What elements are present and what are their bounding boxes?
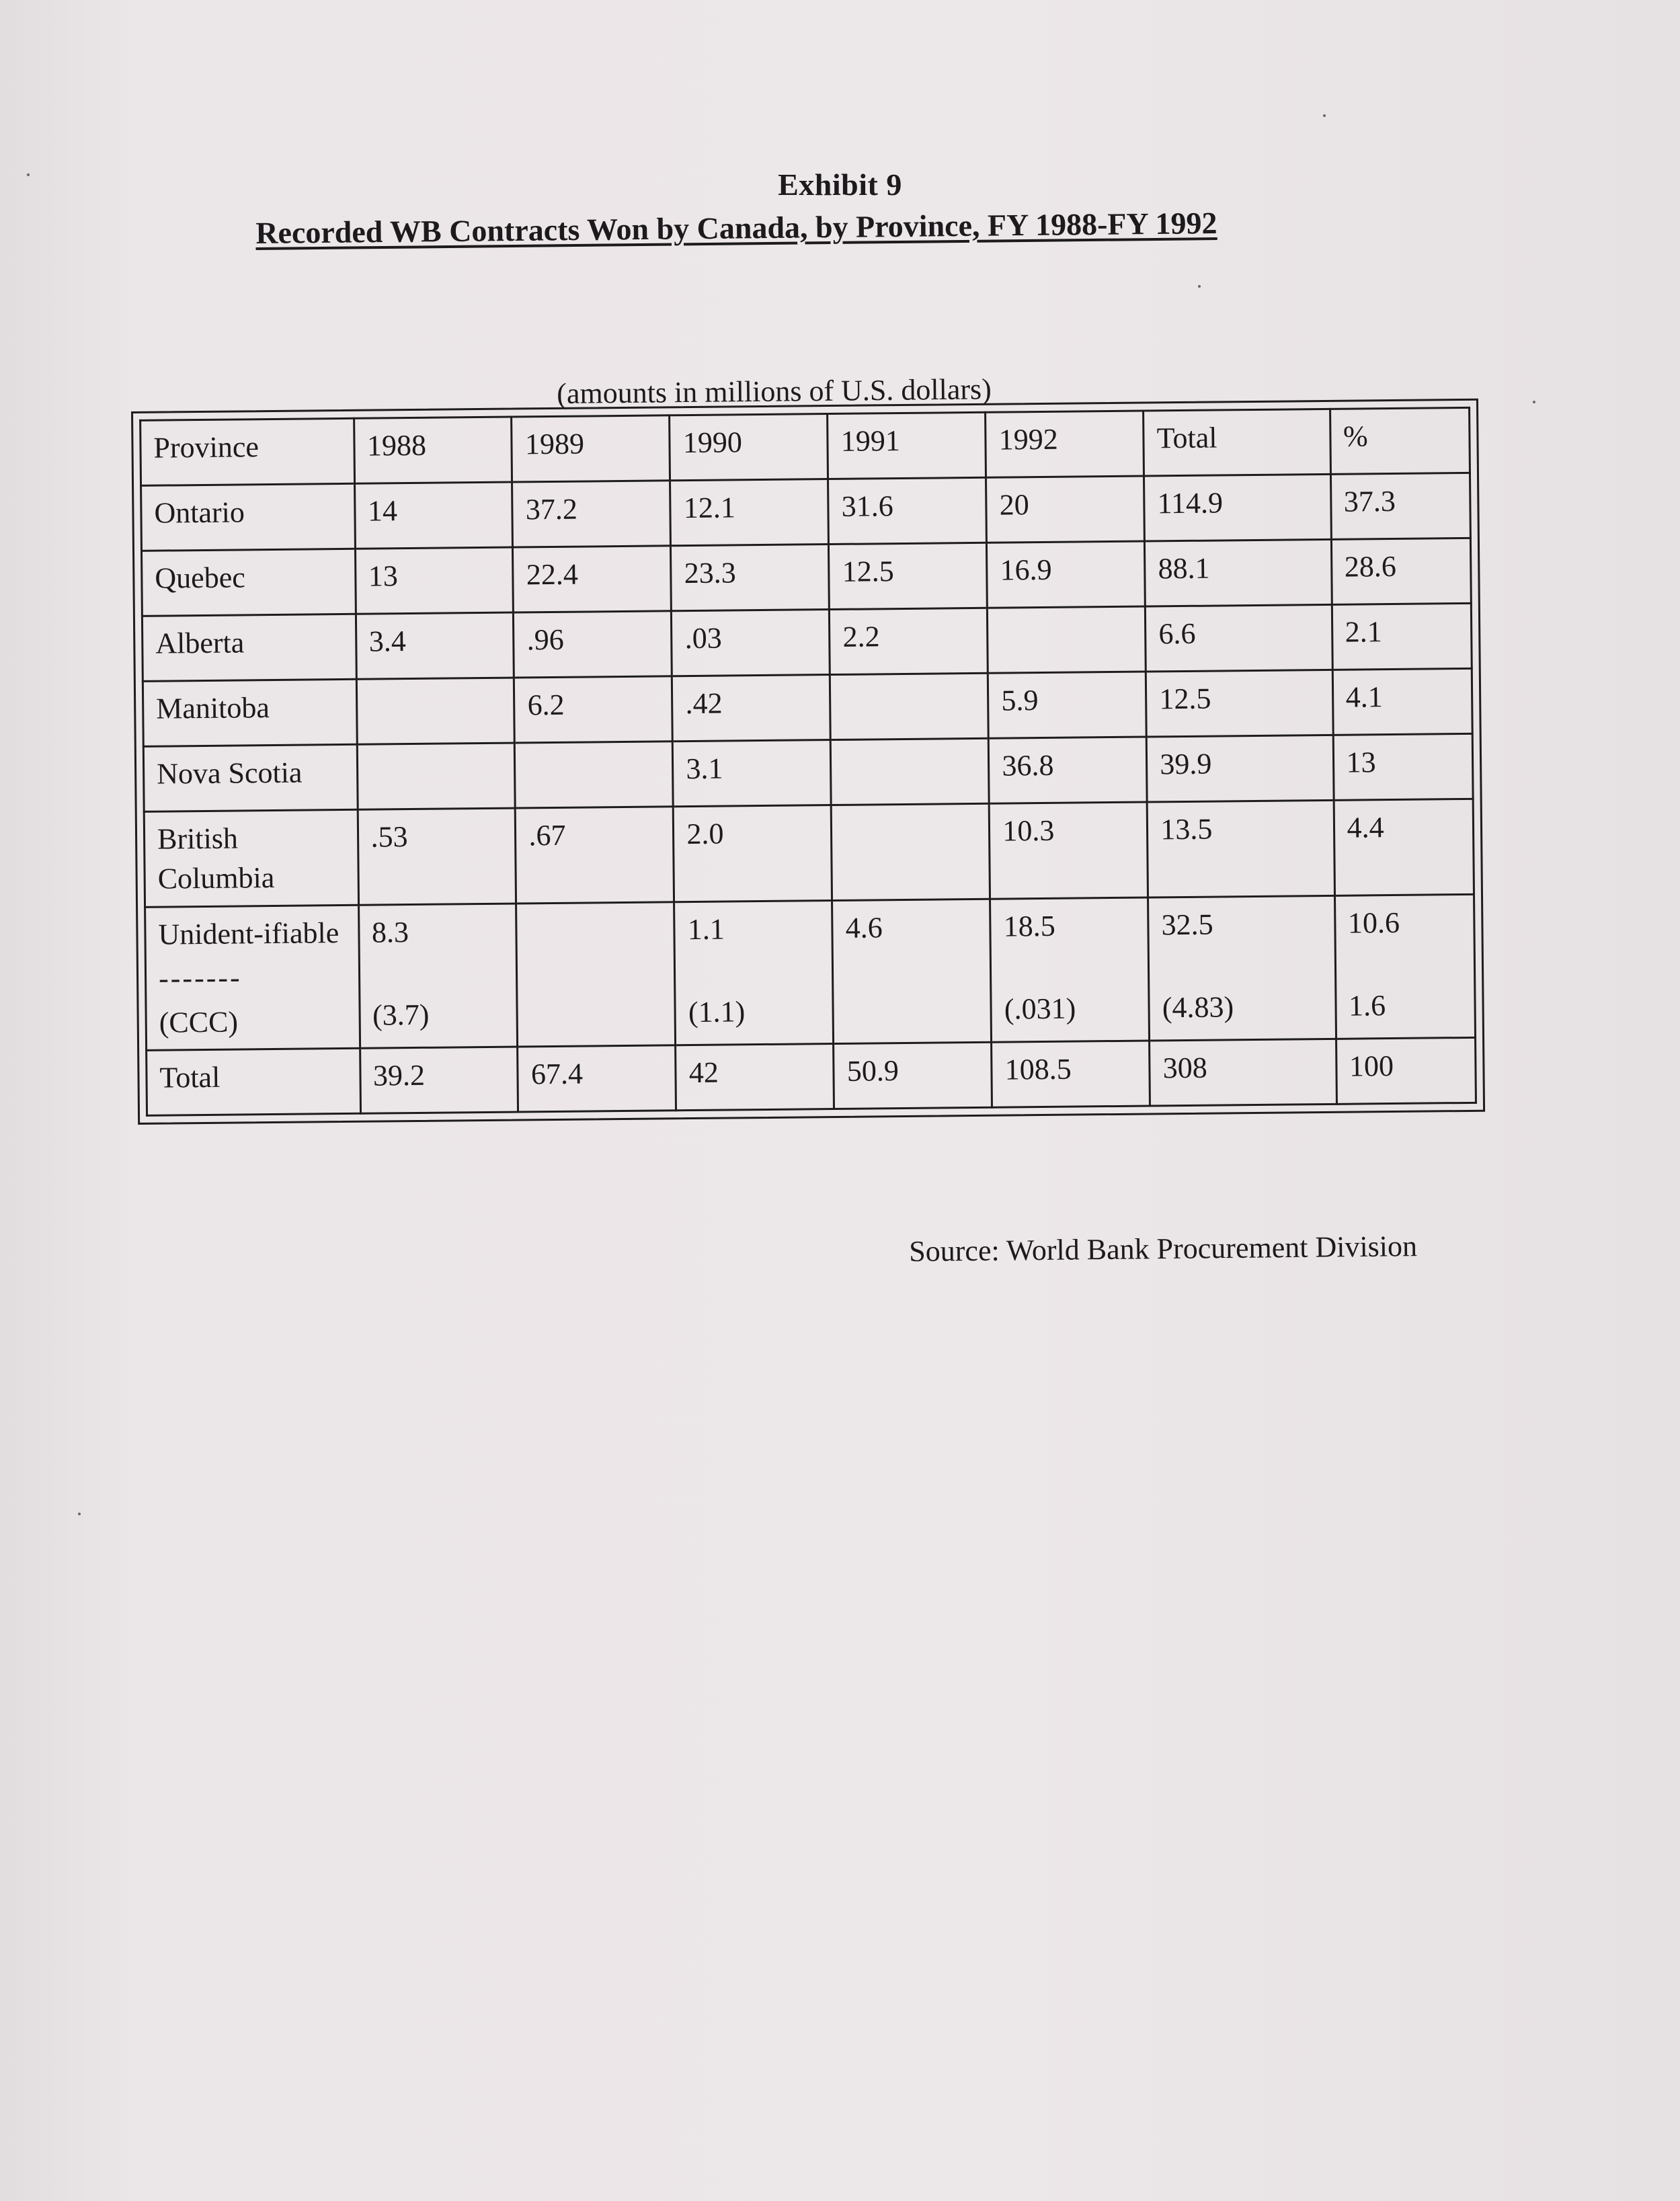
total-cell: 308: [1150, 1039, 1336, 1106]
table-row-unidentifiable: [145, 894, 1476, 1050]
province-cell: [145, 905, 360, 1050]
percent-cell: [1334, 894, 1475, 1039]
value-cell: 22.4: [513, 546, 672, 612]
separator-dashes: -------: [158, 961, 242, 995]
value-cell: [832, 803, 990, 900]
header-cell: 1992: [986, 411, 1144, 477]
unidentifiable-value: 32.5: [1161, 908, 1213, 942]
value-cell: 3.1: [673, 740, 832, 807]
table-row: [141, 538, 1471, 616]
contracts-table-frame: [131, 399, 1485, 1125]
value-cell: .96: [514, 611, 672, 678]
table-row: [143, 733, 1473, 811]
total-cell: 12.5: [1146, 670, 1333, 737]
province-cell: British Columbia: [144, 809, 358, 907]
ccc-label: (CCC): [159, 1005, 239, 1039]
header-cell: 1990: [670, 414, 828, 481]
province-cell: Quebec: [141, 549, 355, 616]
value-cell: 36.8: [989, 737, 1148, 803]
value-cell: 13: [355, 547, 514, 614]
total-cell: 114.9: [1144, 474, 1331, 541]
unidentifiable-value: 4.6: [845, 911, 883, 945]
province-cell: Nova Scotia: [143, 744, 357, 811]
table-row: [142, 603, 1472, 681]
value-cell: [990, 897, 1150, 1042]
value-cell: .53: [358, 808, 516, 905]
table-row: [143, 668, 1472, 746]
total-cell: 88.1: [1145, 539, 1332, 606]
value-cell: 3.4: [356, 612, 514, 679]
exhibit-title: Exhibit 9: [778, 167, 902, 202]
value-cell: [516, 902, 676, 1047]
value-cell: [831, 738, 990, 805]
ccc-value: (4.83): [1162, 990, 1234, 1025]
value-cell: 12.5: [829, 543, 988, 609]
value-cell: 20: [986, 476, 1145, 543]
province-cell: Alberta: [142, 614, 356, 681]
ccc-value: [530, 953, 662, 954]
value-cell: [988, 606, 1146, 673]
value-cell: 5.9: [988, 672, 1147, 738]
percent-cell: 4.4: [1334, 799, 1474, 895]
total-cell: [1148, 895, 1336, 1041]
value-cell: 12.1: [670, 479, 829, 546]
value-cell: .42: [672, 675, 831, 742]
province-cell: Manitoba: [143, 679, 356, 746]
value-cell: [832, 899, 992, 1043]
header-cell: 1991: [828, 412, 986, 479]
total-cell: 6.6: [1146, 604, 1332, 672]
value-cell: 31.6: [828, 477, 987, 544]
percent-cell: 13: [1333, 733, 1473, 800]
value-cell: 16.9: [987, 541, 1146, 608]
paper-speck: [1198, 285, 1201, 288]
percent-cell: 100: [1336, 1037, 1476, 1104]
value-cell: 14: [354, 482, 513, 549]
header-cell: 1988: [354, 417, 512, 483]
source-note: Source: World Bank Procurement Division: [909, 1230, 1418, 1268]
value-cell: .67: [516, 807, 674, 904]
value-cell: 6.2: [514, 676, 673, 743]
value-cell: [357, 743, 516, 809]
value-cell: 37.2: [512, 481, 671, 547]
exhibit-subtitle: Recorded WB Contracts Won by Canada, by Province, FY 1988-FY 1992: [255, 206, 1217, 250]
unidentifiable-value: 18.5: [1003, 909, 1055, 943]
paper-speck: [27, 173, 30, 176]
ccc-value: (1.1): [688, 995, 746, 1029]
header-cell: Total: [1144, 409, 1330, 476]
percent-cell: 4.1: [1332, 668, 1472, 735]
units-note: (amounts in millions of U.S. dollars): [557, 372, 992, 410]
value-cell: 108.5: [992, 1041, 1150, 1107]
percent-cell: 2.1: [1332, 603, 1472, 670]
ccc-value: (3.7): [372, 998, 430, 1032]
value-cell: [830, 673, 989, 739]
header-cell: 1989: [512, 415, 670, 482]
ccc-value: 1.6: [1348, 989, 1386, 1023]
table-row: [141, 473, 1471, 551]
value-cell: 42: [676, 1043, 834, 1110]
value-cell: 39.2: [360, 1047, 518, 1113]
value-cell: 23.3: [671, 545, 830, 611]
unidentifiable-value: 10.6: [1347, 906, 1400, 940]
total-label-cell: Total: [147, 1048, 360, 1115]
value-cell: 50.9: [834, 1042, 992, 1109]
unidentifiable-value: 8.3: [371, 915, 409, 949]
header-cell: %: [1330, 407, 1470, 474]
unidentifiable-label: Unident-ifiable: [158, 916, 339, 951]
percent-cell: 37.3: [1330, 473, 1470, 539]
unidentifiable-value: 1.1: [687, 912, 725, 946]
value-cell: [358, 904, 518, 1048]
value-cell: [674, 900, 834, 1045]
value-cell: 10.3: [989, 802, 1148, 899]
ccc-value: [846, 990, 978, 991]
total-cell: 39.9: [1146, 735, 1333, 802]
paper-speck: [1533, 401, 1535, 403]
header-cell: Province: [141, 418, 354, 485]
value-cell: [515, 742, 674, 808]
table-row: [144, 799, 1474, 907]
paper-speck: [78, 1513, 81, 1515]
table-header-row: [141, 407, 1470, 485]
total-cell: 13.5: [1147, 800, 1334, 897]
value-cell: 2.0: [674, 805, 832, 902]
contracts-table: [139, 407, 1477, 1117]
paper-speck: [1323, 114, 1326, 117]
province-cell: Ontario: [141, 483, 355, 551]
value-cell: .03: [672, 610, 830, 676]
table-total-row: [147, 1037, 1476, 1115]
value-cell: [356, 678, 515, 744]
value-cell: 67.4: [518, 1045, 676, 1112]
ccc-value: (.031): [1004, 992, 1076, 1026]
percent-cell: 28.6: [1331, 538, 1471, 604]
value-cell: 2.2: [830, 608, 988, 674]
